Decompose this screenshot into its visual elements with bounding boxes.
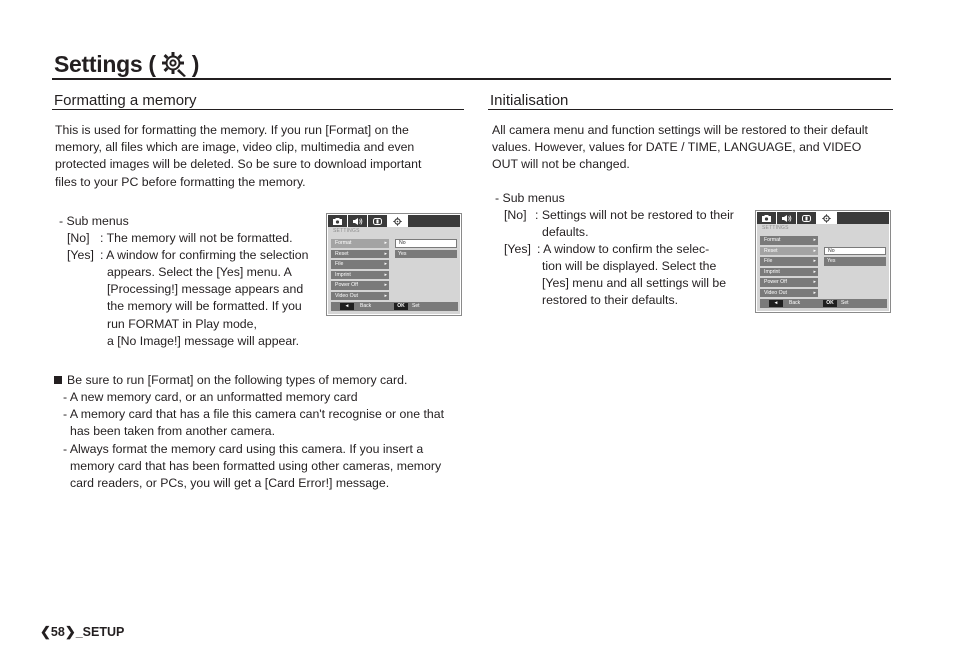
lcd-panel [757, 224, 889, 311]
arrow-right-icon: ▸ [813, 237, 816, 243]
submenus-label: - Sub menus [59, 214, 129, 228]
yes-key: [Yes] [504, 242, 531, 256]
lcd-set-label: Set [841, 300, 849, 306]
arrow-right-icon: ▸ [384, 240, 387, 246]
lcd-menu-item: File ▸ [331, 260, 389, 269]
initialisation-submenus [495, 190, 565, 207]
format-note-items [63, 389, 444, 492]
page-number [40, 624, 76, 640]
camera-icon [328, 215, 348, 227]
page-title-close: ) [191, 50, 200, 77]
text-line: protected images will be deleted. So be sure to download important [55, 157, 422, 172]
formatting-yes-option [67, 247, 308, 264]
lcd-menu-item: Video Out ▸ [331, 292, 389, 301]
display-icon [368, 215, 388, 227]
square-bullet-icon [54, 376, 62, 384]
text-line: OUT will not be changed. [492, 157, 630, 172]
lcd-menu-item: Imprint ▸ [331, 271, 389, 280]
lcd-menu-item: Imprint ▸ [760, 268, 818, 277]
lcd-tab-bar [328, 215, 460, 227]
formatting-intro [55, 122, 421, 191]
page-number-value: 58 [50, 625, 65, 639]
text-line: a [No Image!] message will appear. [107, 333, 300, 348]
text-line: - Always format the memory card using this camera. If you insert a [63, 441, 424, 456]
lcd-back-label: Back [360, 303, 372, 309]
lcd-ok-label: OK [394, 303, 408, 310]
lcd-menu-item: Power Off ▸ [760, 278, 818, 287]
text-line: - A new memory card, or an unformatted memory card [63, 390, 358, 404]
chevron-right-icon: ❯ [64, 624, 76, 639]
arrow-right-icon: ▸ [813, 258, 816, 264]
lcd-menu-item: Power Off ▸ [331, 281, 389, 290]
lcd-menu-item: Reset ▸ [331, 250, 389, 259]
lcd-menu-item: Format ▸ [760, 236, 818, 245]
no-text: : The memory will not be formatted. [100, 231, 293, 245]
lcd-bottom-bar [331, 302, 458, 311]
text-line: This is used for formatting the memory. If you run [Format] on the [55, 123, 409, 137]
arrow-right-icon: ▸ [813, 279, 816, 285]
submenus-label: - Sub menus [495, 191, 565, 205]
no-key: [No] [67, 231, 90, 245]
no-text: : Settings will not be restored to their [535, 208, 734, 222]
text-line: All camera menu and function settings will be restored to their default [492, 123, 868, 137]
arrow-right-icon: ▸ [384, 282, 387, 288]
left-arrow-icon: ◂ [769, 300, 783, 307]
initialisation-yes-continued [542, 258, 726, 310]
lcd-menu-item: Reset ▸ [760, 247, 818, 256]
text-line: appears. Select the [Yes] menu. A [107, 265, 292, 279]
lcd-option-yes: Yes [824, 257, 886, 266]
text-line: values. However, values for DATE / TIME, LANGUAGE, and VIDEO [492, 140, 862, 155]
initialisation-no-continued [542, 224, 589, 241]
lcd-option-yes: Yes [395, 250, 457, 259]
section-heading-initialisation: Initialisation [490, 92, 569, 109]
lcd-caption: SETTINGS [762, 225, 789, 231]
no-key: [No] [504, 208, 527, 222]
lcd-caption: SETTINGS [333, 228, 360, 234]
sound-icon [348, 215, 368, 227]
arrow-right-icon: ▸ [384, 261, 387, 267]
lcd-bottom-bar [760, 299, 887, 308]
note-heading: Be sure to run [Format] on the following types of memory card. [67, 373, 408, 387]
page-footer [40, 624, 124, 640]
gear-icon [817, 212, 837, 224]
page-title-text: Settings ( [54, 50, 156, 77]
arrow-right-icon: ▸ [384, 292, 387, 299]
text-line: [Processing!] message appears and [107, 282, 304, 297]
formatting-no-option [67, 230, 293, 247]
left-arrow-icon: ◂ [340, 303, 354, 310]
text-line: the memory will be formatted. If you [107, 299, 302, 314]
lcd-tab-bar [757, 212, 889, 224]
format-note [54, 372, 407, 389]
text-line: memory card that has been formatted using other cameras, memory [70, 458, 442, 473]
yes-text: : A window for confirming the selection [100, 248, 309, 262]
text-line: card readers, or PCs, you will get a [Card Error!] message. [70, 475, 390, 490]
lcd-menu-item: File ▸ [760, 257, 818, 266]
gear-icon [159, 50, 189, 78]
yes-text: : A window to confirm the selec- [537, 242, 710, 256]
text-line: files to your PC before formatting the memory. [55, 174, 306, 189]
gear-icon [388, 215, 408, 227]
initialisation-intro [492, 122, 868, 174]
camera-lcd-reset [755, 210, 891, 313]
formatting-submenus [59, 213, 129, 230]
text-line: [Yes] menu and all settings will be [542, 276, 727, 291]
arrow-right-icon: ▸ [813, 268, 816, 275]
lcd-ok-label: OK [823, 300, 837, 307]
arrow-right-icon: ▸ [384, 250, 387, 257]
section-rule-formatting [52, 109, 464, 110]
text-line: has been taken from another camera. [70, 424, 276, 439]
lcd-panel [328, 227, 460, 314]
arrow-right-icon: ▸ [384, 271, 387, 278]
footer-section: _SETUP [75, 625, 125, 639]
arrow-right-icon: ▸ [813, 289, 816, 296]
initialisation-yes-option [504, 241, 709, 258]
initialisation-no-option [504, 207, 734, 224]
text-line: tion will be displayed. Select the [542, 259, 717, 273]
lcd-option-no: No [824, 247, 886, 256]
lcd-option-no: No [395, 239, 457, 248]
text-line: memory, all files which are image, video clip, multimedia and even [55, 140, 415, 155]
lcd-menu-item: Format ▸ [331, 239, 389, 248]
section-heading-formatting: Formatting a memory [54, 92, 197, 109]
camera-icon [757, 212, 777, 224]
formatting-yes-continued [107, 264, 303, 350]
text-line: restored to their defaults. [542, 293, 679, 308]
chevron-left-icon: ❮ [40, 624, 51, 639]
yes-key: [Yes] [67, 248, 94, 262]
lcd-menu-item: Video Out ▸ [760, 289, 818, 298]
lcd-set-label: Set [412, 303, 420, 309]
title-divider [52, 78, 891, 80]
display-icon [797, 212, 817, 224]
text-line: run FORMAT in Play mode, [107, 316, 257, 331]
page-title [54, 50, 199, 78]
camera-lcd-format [326, 213, 462, 316]
text-line: defaults. [542, 225, 589, 239]
section-rule-initialisation [488, 109, 893, 110]
lcd-back-label: Back [789, 300, 801, 306]
text-line: - A memory card that has a file this camera can't recognise or one that [63, 407, 445, 422]
sound-icon [777, 212, 797, 224]
arrow-right-icon: ▸ [813, 247, 816, 254]
